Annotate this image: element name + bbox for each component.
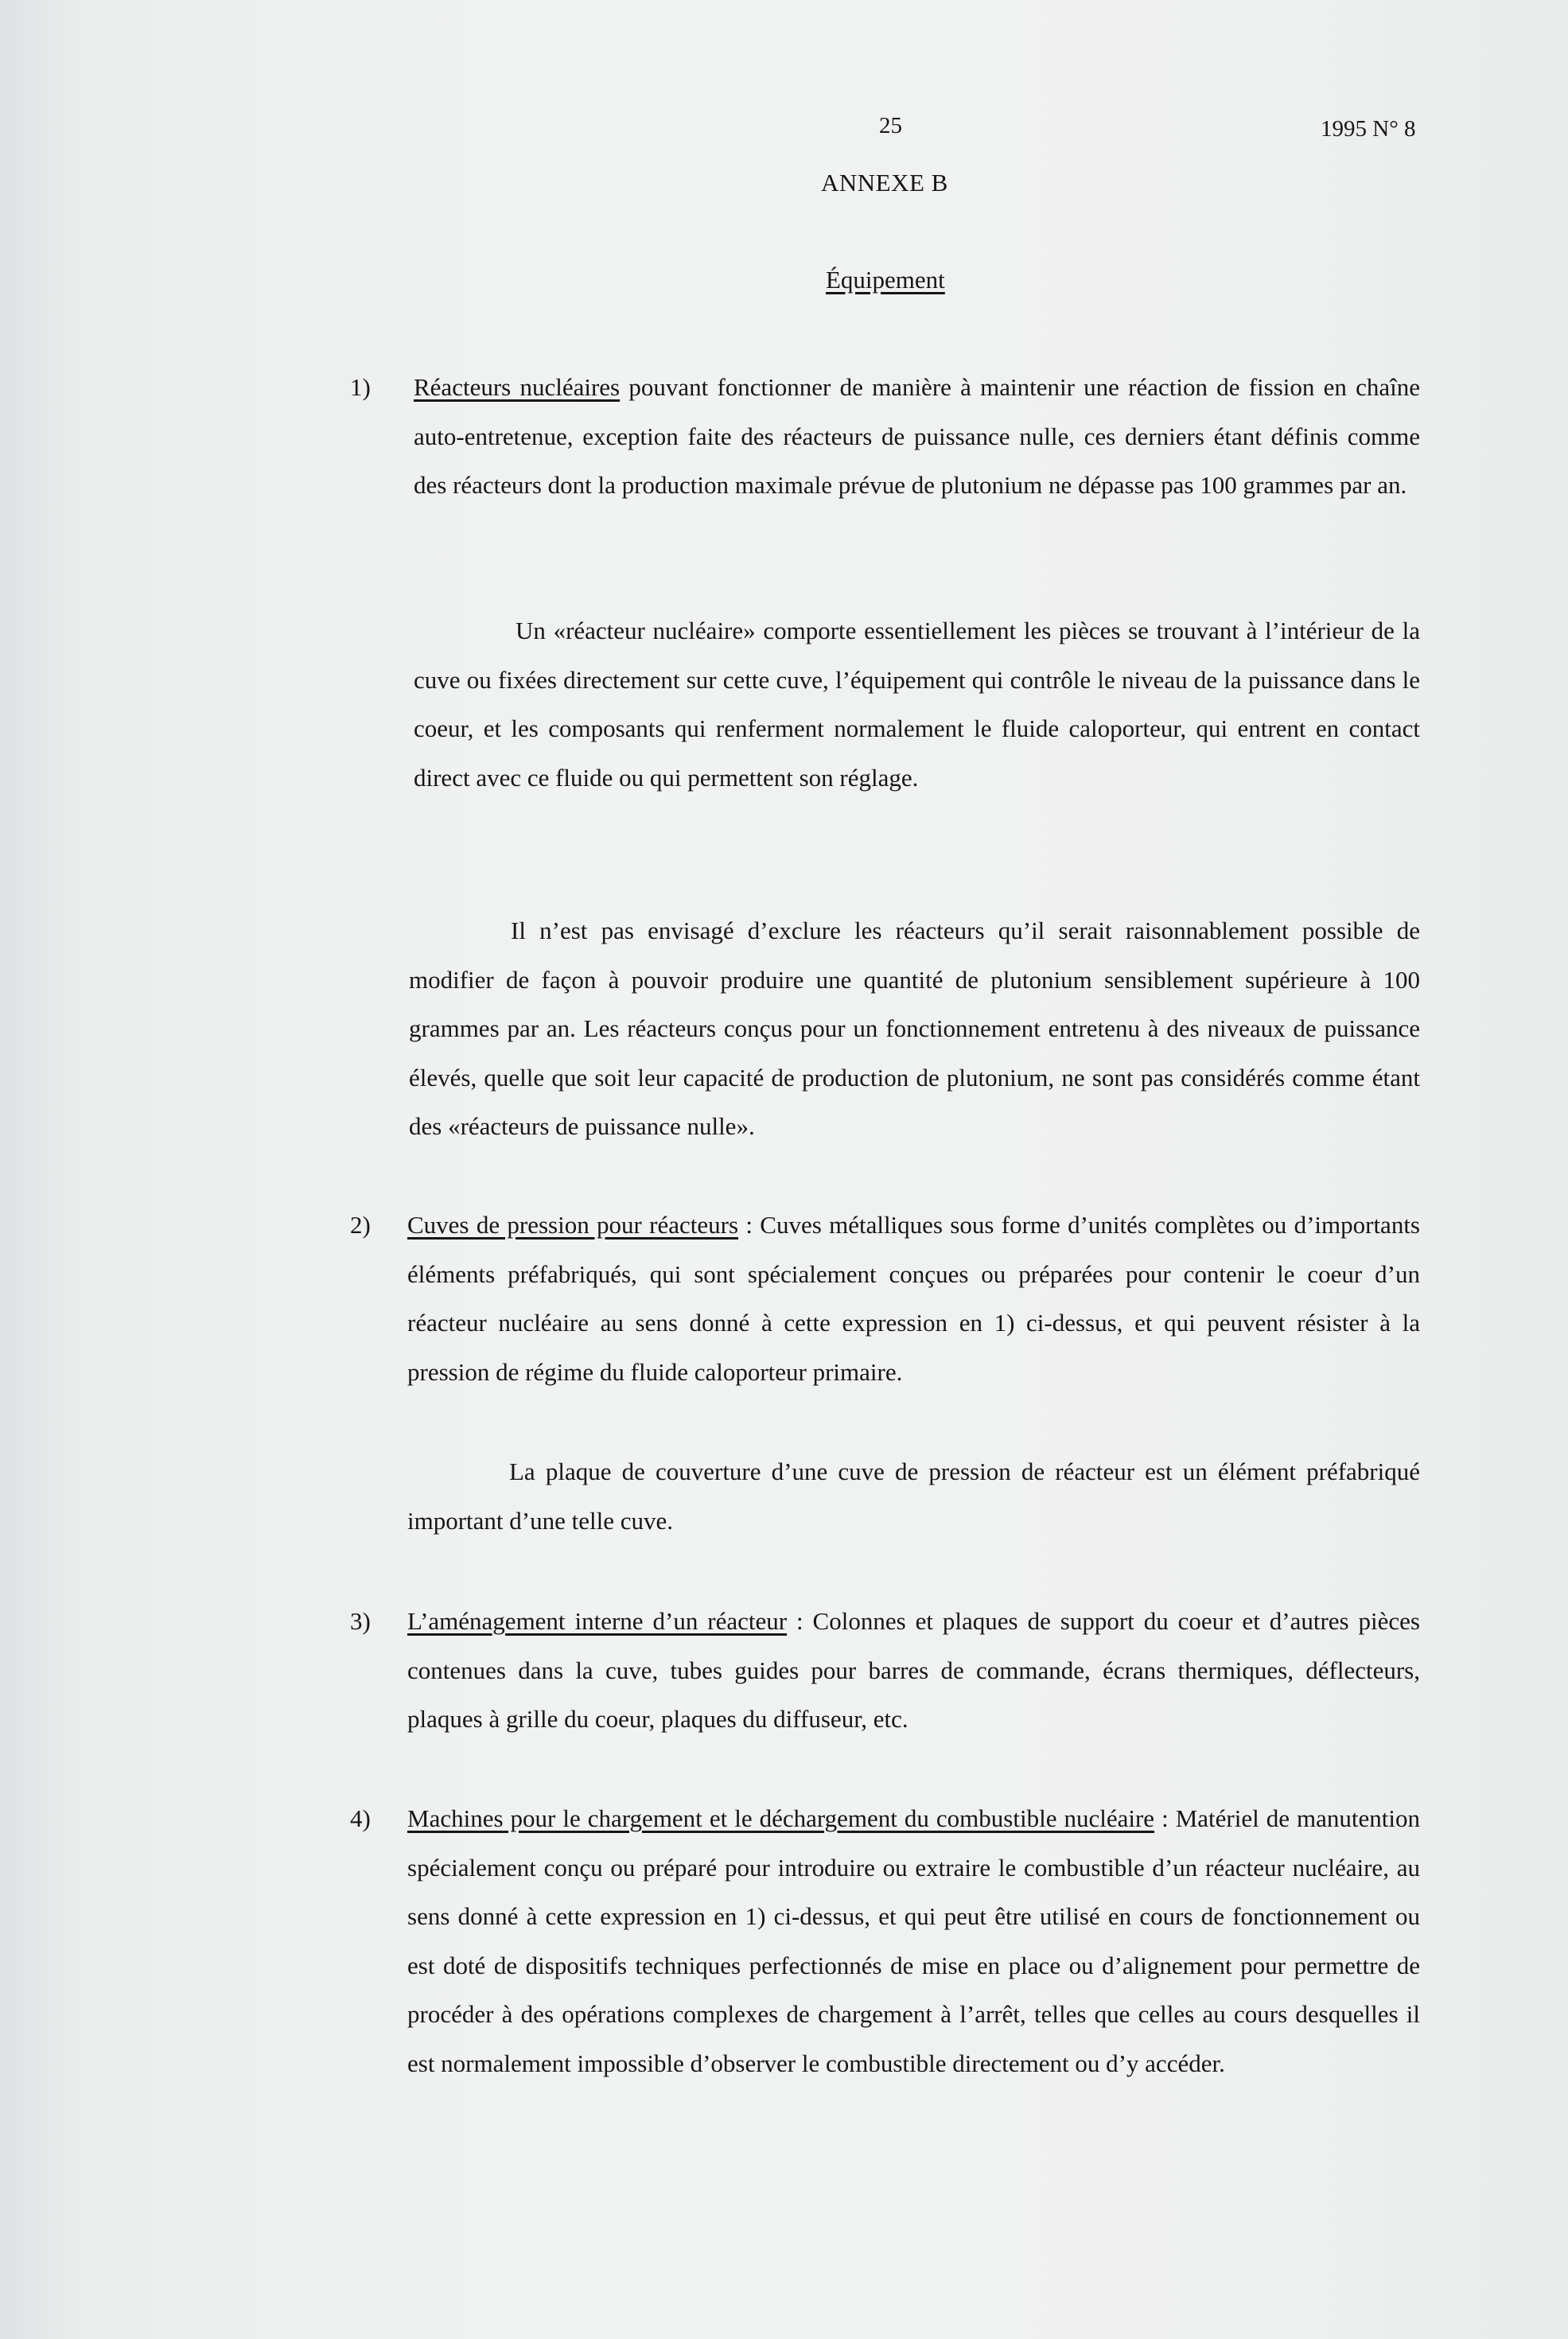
section-title: Équipement: [826, 266, 945, 294]
item-text: [407, 1597, 1420, 1744]
item-description: pouvant fonctionner de manière à maintenir une réaction de fission en chaîne auto-entretenue, exception faite des réacteurs de puissance nulle, ces derniers étant définis comme des réacteurs dont la production maximale prévue de plutonium ne dépasse pas 100 grammes par an.: [414, 373, 1420, 499]
item-term: Réacteurs nucléaires: [414, 373, 621, 401]
item-term: L’aménagement interne d’un réacteur: [407, 1607, 788, 1635]
paragraph: Il n’est pas envisagé d’exclure les réacteurs qu’il serait raisonnablement possible de modifier de façon à pouvoir produire une quantité de plutonium sensiblement supérieure à 100 grammes par an. Les réacteurs conçus pour un fonctionnement entretenu à des niveaux de puissance élevés, quelle que soit leur capacité de production de plutonium, ne sont pas considérés comme étant des «réacteurs de puissance nulle».: [409, 917, 1420, 1140]
item-description: : Colonnes et plaques de support du coeur et d’autres pièces contenues dans la cuve, tubes guides pour barres de commande, écrans thermiques, déflecteurs, plaques à grille du coeur, plaques du diffuseur, etc.: [407, 1607, 1420, 1733]
item-term: Machines pour le chargement et le déchargement du combustible nucléaire: [407, 1804, 1155, 1832]
paragraph: Un «réacteur nucléaire» comporte essentiellement les pièces se trouvant à l’intérieur de la cuve ou fixées directement sur cette cuve, l’équipement qui contrôle le niveau de la puissance dans le coeur, et les composants qui renferment normalement le fluide caloporteur, qui entrent en contact direct avec ce fluide ou qui permettent son réglage.: [414, 617, 1420, 792]
paragraph: La plaque de couverture d’une cuve de pression de réacteur est un élément préfabriqué important d’une telle cuve.: [407, 1457, 1420, 1535]
item-description: : Cuves métalliques sous forme d’unités complètes ou d’importants éléments préfabriqués, qui sont spécialement conçues ou préparées pour contenir le coeur d’un réacteur nucléaire au sens donné à cette expression en 1) ci-dessus, et qui peuvent résister à la pression de régime du fluide caloporteur primaire.: [407, 1211, 1420, 1386]
document-reference: 1995 N° 8: [1321, 116, 1416, 142]
item-term: Cuves de pression pour réacteurs: [407, 1211, 739, 1239]
annex-title: ANNEXE B: [821, 169, 948, 197]
item-text: [407, 1794, 1420, 2088]
item-number: 1): [350, 373, 371, 401]
item-number: 2): [350, 1211, 371, 1239]
page-number: 25: [879, 113, 902, 138]
item-number: 3): [350, 1607, 371, 1635]
item-text: [407, 1201, 1420, 1396]
item-number: 4): [350, 1804, 371, 1832]
item-text: [414, 363, 1420, 510]
item-description: : Matériel de manutention spécialement conçu ou préparé pour introduire ou extraire le combustible d’un réacteur nucléaire, au sens donné à cette expression en 1) ci-dessus, et qui peut être utilisé en cours de fonctionnement ou est doté de dispositifs techniques perfectionnés de mise en place ou d’alignement pour permettre de procéder à des opérations complexes de chargement à l’arrêt, telles que celles au cours desquelles il est normalement impossible d’observer le combustible directement ou d’y accéder.: [407, 1804, 1420, 2077]
